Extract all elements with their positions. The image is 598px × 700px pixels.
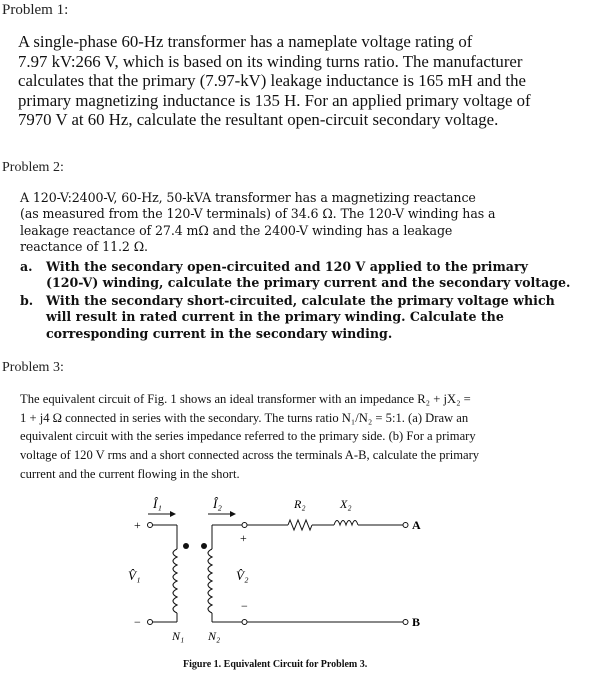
current-i2-arrowhead — [230, 511, 236, 517]
v1-plus-sign: + — [134, 518, 141, 532]
problem-3-heading: Problem 3: — [2, 360, 64, 375]
problem-2-line: A 120-V:2400-V, 60-Hz, 50-kVA transformer has a magnetizing reactance — [20, 190, 476, 205]
secondary-top-terminal — [242, 523, 247, 528]
problem-1-line: 7970 V at 60 Hz, calculate the resultant open-circuit secondary voltage. — [18, 110, 499, 129]
primary-bottom-terminal — [148, 620, 153, 625]
problem-1-text — [18, 32, 593, 130]
terminal-b — [403, 620, 408, 625]
problem-3-line: 1 + j4 Ω connected in series with the secondary. The turns ratio N₁/N₂ = 5:1. (a) Draw an — [20, 410, 469, 425]
item-line: With the secondary short-circuited, calculate the primary voltage which — [46, 293, 555, 308]
item-line: will result in rated current in the primary winding. Calculate the — [46, 309, 504, 325]
v2-label: V̂₂ — [236, 568, 249, 583]
item-marker: a. — [20, 259, 33, 274]
terminal-a-label: A — [412, 518, 421, 532]
n2-label: N₂ — [208, 629, 221, 643]
terminal-b-label: B — [412, 615, 421, 629]
problem-1-heading: Problem 1: — [2, 2, 69, 18]
problem-1-line: primary magnetizing inductance is 135 H. For an applied primary voltage of — [18, 90, 531, 110]
problem-3-line: voltage of 120 V rms and a short connected across the terminals A-B, calculate the primary — [20, 448, 480, 463]
inductor-x2 — [334, 521, 358, 526]
item-line: (120-V) winding, calculate the primary current and the secondary voltage. — [46, 275, 571, 291]
item-line: corresponding current in the secondary winding. — [46, 325, 393, 341]
problem-3-line: current and the current flowing in the short. — [20, 466, 240, 481]
item-line: With the secondary open-circuited and 120 V applied to the primary — [46, 259, 528, 274]
primary-polarity-dot — [183, 543, 189, 549]
v1-minus-sign: − — [134, 615, 141, 629]
secondary-winding — [208, 549, 212, 613]
equivalent-circuit-diagram — [120, 494, 440, 654]
problem-1-line: A single-phase 60-Hz transformer has a nameplate voltage rating of — [18, 32, 473, 51]
problem-3-text — [20, 390, 582, 484]
problem-3-line: equivalent circuit with the series impedance referred to the primary side. (b) For a primary — [20, 429, 476, 444]
item-marker: b. — [20, 293, 34, 308]
problem-2-heading: Problem 2: — [2, 160, 64, 175]
terminal-a — [403, 523, 408, 528]
v2-plus-sign: + — [240, 531, 247, 545]
current-i1-label: Î₁ — [153, 496, 162, 511]
v2-minus-sign: − — [241, 599, 248, 613]
current-i1-arrowhead — [170, 511, 176, 517]
problem-1-line: calculates that the primary (7.97-kV) leakage inductance is 165 mH and the — [18, 71, 526, 90]
primary-top-terminal — [148, 523, 153, 528]
problem-2-text — [20, 190, 580, 256]
x2-label: X₂ — [340, 497, 352, 511]
r2-label: R₂ — [294, 497, 306, 511]
problem-2-line: leakage reactance of 27.4 mΩ and the 2400-V winding has a leakage — [20, 222, 453, 238]
primary-winding — [173, 549, 177, 613]
n1-label: N₁ — [172, 629, 185, 643]
problem-2-line: reactance of 11.2 Ω. — [20, 239, 148, 255]
v1-label: V̂₁ — [128, 568, 141, 583]
secondary-bottom-terminal — [242, 620, 247, 625]
resistor-r2 — [288, 520, 312, 530]
problem-3-line: The equivalent circuit of Fig. 1 shows an ideal transformer with an impedance R₂ + jX₂ = — [20, 392, 471, 406]
current-i2-label: Î₂ — [213, 496, 222, 511]
secondary-polarity-dot — [201, 543, 207, 549]
problem-1-line: 7.97 kV:266 V, which is based on its winding turns ratio. The manufacturer — [18, 51, 523, 71]
problem-2-line: (as measured from the 120-V terminals) of 34.6 Ω. The 120-V winding has a — [20, 206, 496, 222]
figure-caption: Figure 1. Equivalent Circuit for Problem 3. — [183, 659, 368, 670]
